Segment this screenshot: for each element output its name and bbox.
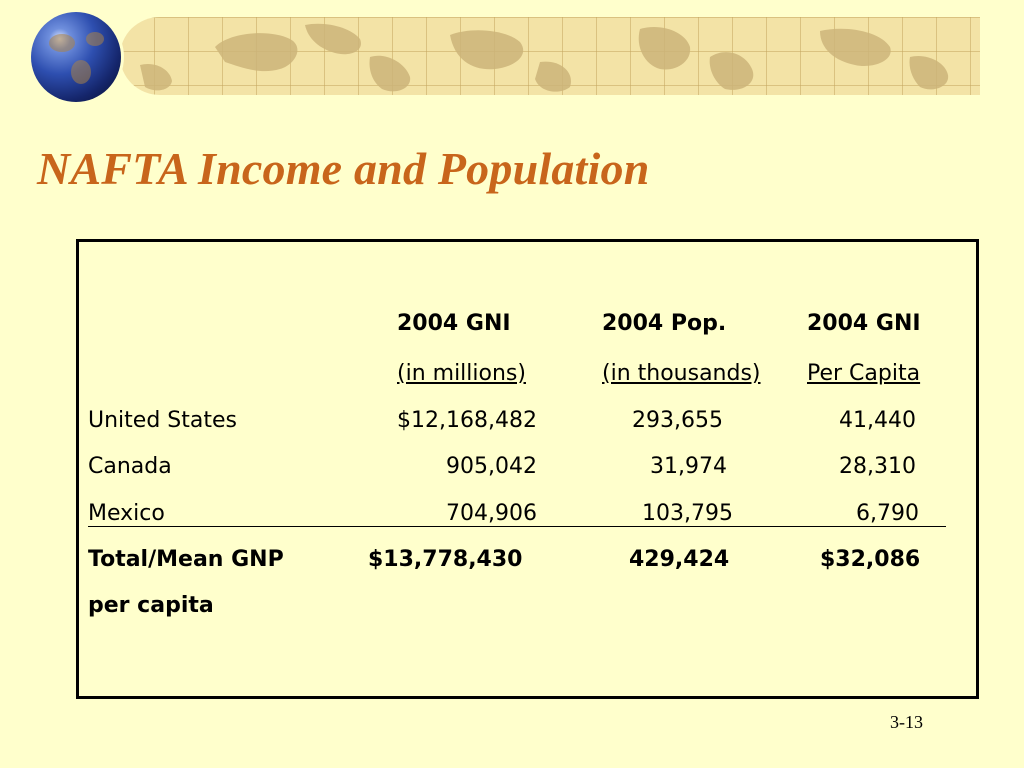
slide-title: NAFTA Income and Population	[37, 143, 650, 194]
row-per-capita: 28,310	[839, 454, 916, 479]
header-pop-unit: (in thousands)	[602, 361, 761, 386]
row-label: United States	[88, 408, 237, 433]
row-label: Mexico	[88, 501, 165, 526]
world-map-icon	[120, 17, 980, 95]
row-per-capita: 41,440	[839, 408, 916, 433]
globe-icon	[31, 12, 121, 102]
row-gni: 704,906	[446, 501, 537, 526]
header-per-capita-unit: Per Capita	[807, 361, 921, 386]
header-gni-unit: (in millions)	[397, 361, 526, 386]
row-label: Canada	[88, 454, 172, 479]
header-pop: 2004 Pop.	[602, 311, 727, 336]
total-divider	[88, 526, 946, 527]
world-map-banner	[120, 17, 980, 95]
page-number: 3-13	[890, 712, 923, 732]
header-per-capita: 2004 GNI	[807, 311, 921, 336]
row-pop: 293,655	[632, 408, 723, 433]
total-pop: 429,424	[629, 547, 730, 572]
total-label-continued: per capita	[88, 593, 214, 618]
row-gni: $12,168,482	[397, 408, 537, 433]
income-population-table	[76, 239, 979, 699]
header-gni: 2004 GNI	[397, 311, 511, 336]
row-per-capita: 6,790	[856, 501, 919, 526]
row-pop: 103,795	[642, 501, 733, 526]
row-pop: 31,974	[650, 454, 727, 479]
total-gni: $13,778,430	[368, 547, 523, 572]
row-gni: 905,042	[446, 454, 537, 479]
total-label: Total/Mean GNP	[88, 547, 284, 572]
total-per-capita: $32,086	[820, 547, 921, 572]
